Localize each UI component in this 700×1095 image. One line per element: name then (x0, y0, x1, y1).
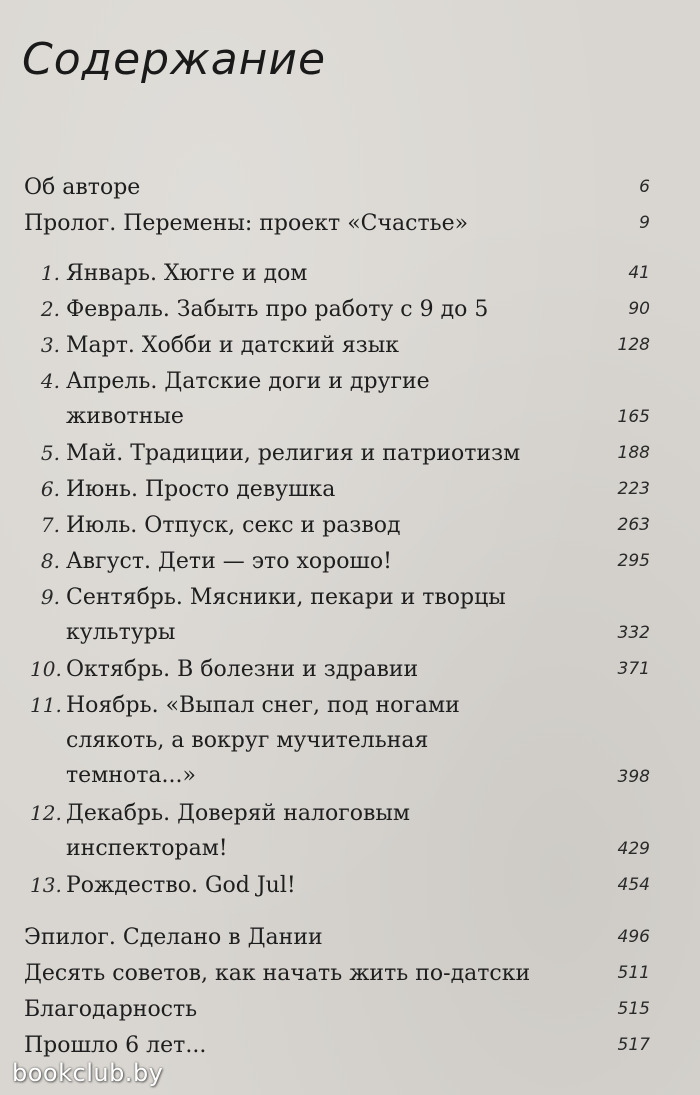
page-number: 371 (617, 659, 650, 679)
toc-entry-title: Март. Хобби и датский язык (66, 333, 399, 358)
toc-entry-title: Январь. Хюгге и дом (66, 261, 308, 286)
toc-entry-title: Десять советов, как начать жить по-датски (24, 961, 531, 986)
chapter-number: 3. (40, 333, 60, 357)
toc-entry-title: Благодарность (24, 997, 198, 1022)
toc-entry-title: Октябрь. В болезни и здравии (66, 657, 419, 682)
toc-entry-line (40, 544, 650, 579)
chapter-number: 4. (40, 369, 60, 393)
toc-entry (30, 796, 650, 866)
toc-entry-line (24, 920, 650, 955)
toc-entry-line (40, 472, 650, 507)
page-number: 295 (617, 551, 650, 571)
toc-entry-title: Рождество. God Jul! (66, 873, 296, 898)
page-number: 6 (639, 177, 650, 197)
page-number: 515 (617, 999, 650, 1019)
page-title: Содержание (22, 34, 327, 85)
toc-entry-title: Сентябрь. Мясники, пекари и творцы (66, 585, 506, 610)
page-number: 511 (617, 963, 650, 983)
toc-entry-line (66, 831, 650, 866)
toc-entry (40, 364, 650, 434)
toc-entry-title: животные (66, 404, 184, 429)
toc-entry-title: Пролог. Перемены: проект «Счастье» (24, 211, 469, 236)
page-number: 263 (617, 515, 650, 535)
page-number: 517 (617, 1035, 650, 1055)
page-number: 41 (628, 263, 650, 283)
toc-entry (40, 580, 650, 650)
toc-entry-title: Август. Дети — это хорошо! (66, 549, 392, 574)
toc-entry-line (40, 256, 650, 291)
toc-entry (40, 508, 650, 543)
toc-entry (40, 256, 650, 291)
toc-entry (24, 170, 650, 205)
chapter-number: 9. (40, 585, 60, 609)
toc-entry-title: Об авторе (24, 175, 141, 200)
toc-entry (24, 956, 650, 991)
toc-entry (40, 436, 650, 471)
page-number: 188 (617, 443, 650, 463)
toc-entry-line (40, 508, 650, 543)
toc-entry-title: культуры (66, 620, 176, 645)
toc-entry-line (24, 170, 650, 205)
chapter-number: 2. (40, 297, 60, 321)
page-number: 90 (628, 299, 650, 319)
page-number: 429 (617, 839, 650, 859)
toc-entry-title: Февраль. Забыть про работу с 9 до 5 (66, 297, 489, 322)
page-number: 165 (617, 407, 650, 427)
toc-entry (24, 206, 650, 241)
chapter-number: 10. (30, 657, 62, 681)
page-number: 128 (617, 335, 650, 355)
toc-entry-title: Май. Традиции, религия и патриотизм (66, 441, 521, 466)
toc-entry-line (40, 292, 650, 327)
toc-entry-line (24, 206, 650, 241)
toc-entry (30, 688, 650, 793)
chapter-number: 13. (30, 873, 62, 897)
toc-entry (30, 868, 650, 903)
toc-entry (40, 544, 650, 579)
toc-entry-title: слякоть, а вокруг мучительная (66, 728, 429, 753)
toc-entry-title: Декабрь. Доверяй налоговым (66, 801, 410, 826)
chapter-number: 1. (40, 261, 60, 285)
toc-entry (24, 1028, 650, 1063)
toc-entry-line (24, 992, 650, 1027)
toc-entry-title: Эпилог. Сделано в Дании (24, 925, 323, 950)
chapter-number: 11. (30, 693, 62, 717)
toc-entry-line (66, 723, 650, 758)
toc-entry-line (30, 796, 650, 831)
toc-entry (24, 992, 650, 1027)
page-number: 332 (617, 623, 650, 643)
toc-entry-line (40, 364, 650, 399)
toc-entry-title: Прошло 6 лет... (24, 1033, 207, 1058)
toc-entry-line (24, 956, 650, 991)
chapter-number: 8. (40, 549, 60, 573)
toc-entry-title: Июль. Отпуск, секс и развод (66, 513, 401, 538)
toc-entry-title: инспекторам! (66, 836, 228, 861)
chapter-number: 6. (40, 477, 60, 501)
toc-entry-line (40, 580, 650, 615)
toc-entry (30, 652, 650, 687)
toc-entry-line (66, 758, 650, 793)
toc-entry-title: Ноябрь. «Выпал снег, под ногами (66, 693, 460, 718)
page-number: 454 (617, 875, 650, 895)
page-number: 398 (617, 767, 650, 787)
chapter-number: 5. (40, 441, 60, 465)
toc-entry (24, 920, 650, 955)
chapter-number: 12. (30, 801, 62, 825)
toc-entry-line (24, 1028, 650, 1063)
toc-entry-line (30, 652, 650, 687)
toc-entry-line (40, 328, 650, 363)
toc-entry-line (66, 615, 650, 650)
toc-entry-line (40, 436, 650, 471)
toc-entry-title: Апрель. Датские доги и другие (66, 369, 430, 394)
page-number: 223 (617, 479, 650, 499)
toc-entry (40, 328, 650, 363)
toc-entry (40, 292, 650, 327)
page-number: 9 (639, 213, 650, 233)
toc-entry-line (30, 868, 650, 903)
toc-entry-line (66, 399, 650, 434)
chapter-number: 7. (40, 513, 60, 537)
toc-entry-line (30, 688, 650, 723)
toc-entry-title: темнота...» (66, 763, 196, 788)
watermark: bookclub.by (12, 1059, 164, 1087)
toc-entry-title: Июнь. Просто девушка (66, 477, 336, 502)
toc-entry (40, 472, 650, 507)
page-number: 496 (617, 927, 650, 947)
